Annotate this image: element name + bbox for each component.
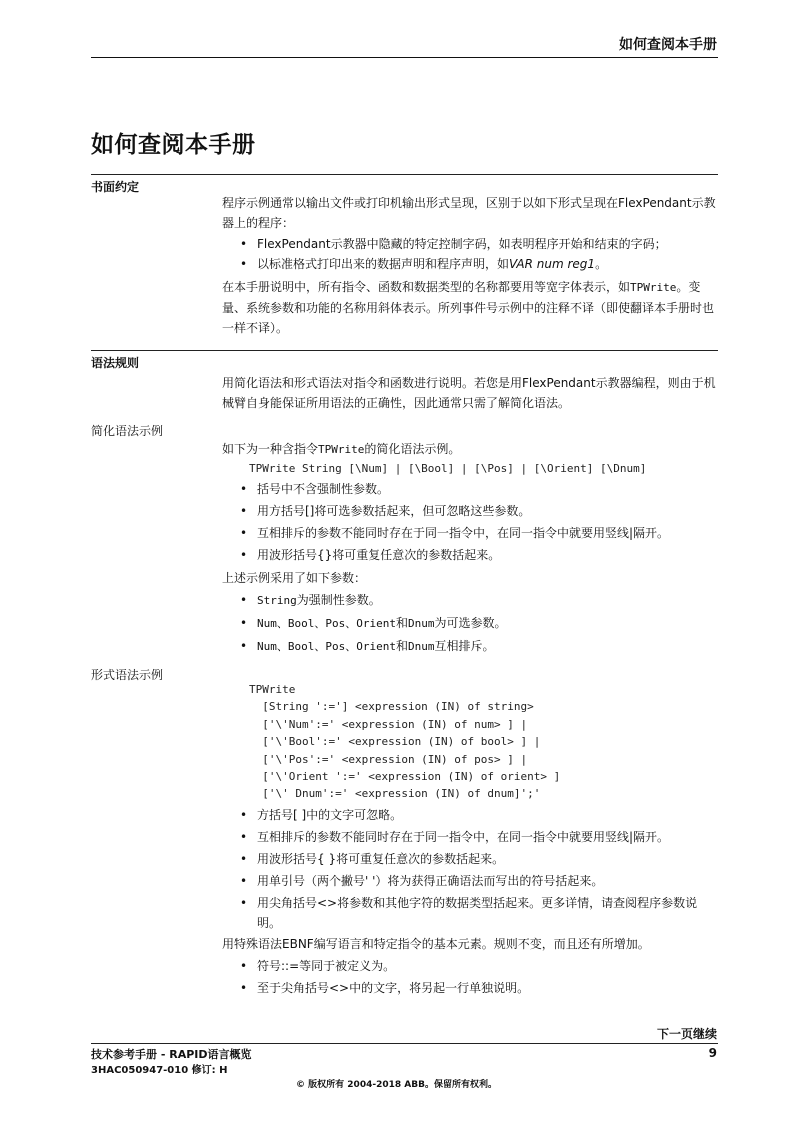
footer-rule (91, 1043, 718, 1044)
list-item: • 至于尖角括号<>中的文字，将另起一行单独说明。 (240, 978, 718, 998)
list-item: • 方括号[ ]中的文字可忽略。 (240, 805, 718, 825)
list-item: • 互相排斥的参数不能同时存在于同一指令中，在同一指令中就要用竖线|隔开。 (240, 523, 718, 543)
list-item: • Num、Bool、Pos、Orient和Dnum互相排斥。 (240, 636, 718, 657)
list-item: • String为强制性参数。 (240, 590, 718, 611)
list-item: • 用单引号（两个撇号' '）将为获得正确语法而写出的符号括起来。 (240, 871, 718, 891)
formal-ebnf-paragraph: 用特殊语法EBNF编写语言和特定指令的基本元素。规则不变，而且还有所增加。 (222, 937, 650, 951)
list-item: • FlexPendant示教器中隐藏的特定控制字码，如表明程序开始和结束的字码； (240, 234, 718, 254)
formal-bullets (240, 805, 718, 933)
section-rule-syntax (91, 350, 718, 351)
list-item: • 互相排斥的参数不能同时存在于同一指令中，在同一指令中就要用竖线|隔开。 (240, 827, 718, 847)
code-line: ['\'Num':=' <expression (IN) of num> ] | (249, 717, 528, 731)
running-header-title: 如何查阅本手册 (619, 37, 717, 53)
list-item: • 用方括号[]将可选参数括起来，但可忽略这些参数。 (240, 501, 718, 521)
section-rule-conventions (91, 174, 718, 175)
list-item: • 符号::=等同于被定义为。 (240, 956, 718, 976)
simplified-intro: 如下为一种含指令TPWrite的简化语法示例。 (222, 442, 461, 456)
list-item: • 用波形括号{ }将可重复任意次的参数括起来。 (240, 849, 718, 869)
section-title-formal: 形式语法示例 (91, 668, 164, 682)
code-line: [String ':='] <expression (IN) of string> (249, 700, 534, 714)
simplified-params-bullets (240, 590, 718, 657)
formal-ebnf-bullets (240, 956, 718, 998)
syntax-intro: 用简化语法和形式语法对指令和函数进行说明。若您是用FlexPendant示教器编程，则由于机械臂自身能保证所用语法的正确性，因此通常只需了解简化语法。 (222, 376, 716, 410)
list-item: • 括号中不含强制性参数。 (240, 479, 718, 499)
section-title-simplified: 简化语法示例 (91, 424, 164, 438)
footer-manual-title: 技术参考手册 - RAPID语言概览 (91, 1048, 252, 1061)
code-line: ['\' Dnum':=' <expression (IN) of dnum]';' (249, 787, 541, 801)
code-line: ['\'Bool':=' <expression (IN) of bool> ] | (249, 735, 541, 749)
list-item: • 用尖角括号<>将参数和其他字符的数据类型括起来。更多详情，请查阅程序参数说明。 (240, 893, 718, 933)
continued-note: 下一页继续 (656, 1027, 717, 1041)
section-title-conventions: 书面约定 (91, 180, 140, 194)
code-line: ['\'Orient ':=' <expression (IN) of orient> ] (249, 770, 561, 784)
page-number: 9 (708, 1046, 717, 1060)
page-title: 如何查阅本手册 (91, 132, 256, 158)
conventions-intro: 程序示例通常以输出文件或打印机输出形式呈现，区别于以如下形式呈现在FlexPendant示教器上的程序： (222, 196, 716, 230)
list-item: • Num、Bool、Pos、Orient和Dnum为可选参数。 (240, 613, 718, 634)
simplified-bullets (240, 479, 718, 565)
section-title-syntax: 语法规则 (91, 356, 140, 370)
code-line: ['\'Pos':=' <expression (IN) of pos> ] | (249, 752, 528, 766)
simplified-params-intro: 上述示例采用了如下参数： (222, 571, 367, 585)
copyright-notice: © 版权所有 2004-2018 ABB。保留所有权利。 (296, 1080, 497, 1090)
conventions-paragraph-2: 在本手册说明中，所有指令、函数和数据类型的名称都要用等宽字体表示，如TPWrite。变量、系统参数和功能的名称用斜体表示。所列事件号示例中的注释不译（即使翻译本手册时也一样不译）。 (222, 280, 715, 335)
list-item: • 以标准格式打印出来的数据声明和程序声明，如VAR num reg1。 (240, 254, 718, 274)
footer-doc-id: 3HAC050947-010 修订: H (91, 1065, 228, 1076)
formal-code-block (249, 681, 560, 803)
simplified-code: TPWrite String [\Num] | [\Bool] | [\Pos] | [\Orient] [\Dnum] (249, 462, 647, 475)
conventions-bullets (240, 234, 718, 274)
list-item: • 用波形括号{}将可重复任意次的参数括起来。 (240, 545, 718, 565)
header-rule (91, 57, 718, 58)
code-line: TPWrite (249, 683, 296, 696)
